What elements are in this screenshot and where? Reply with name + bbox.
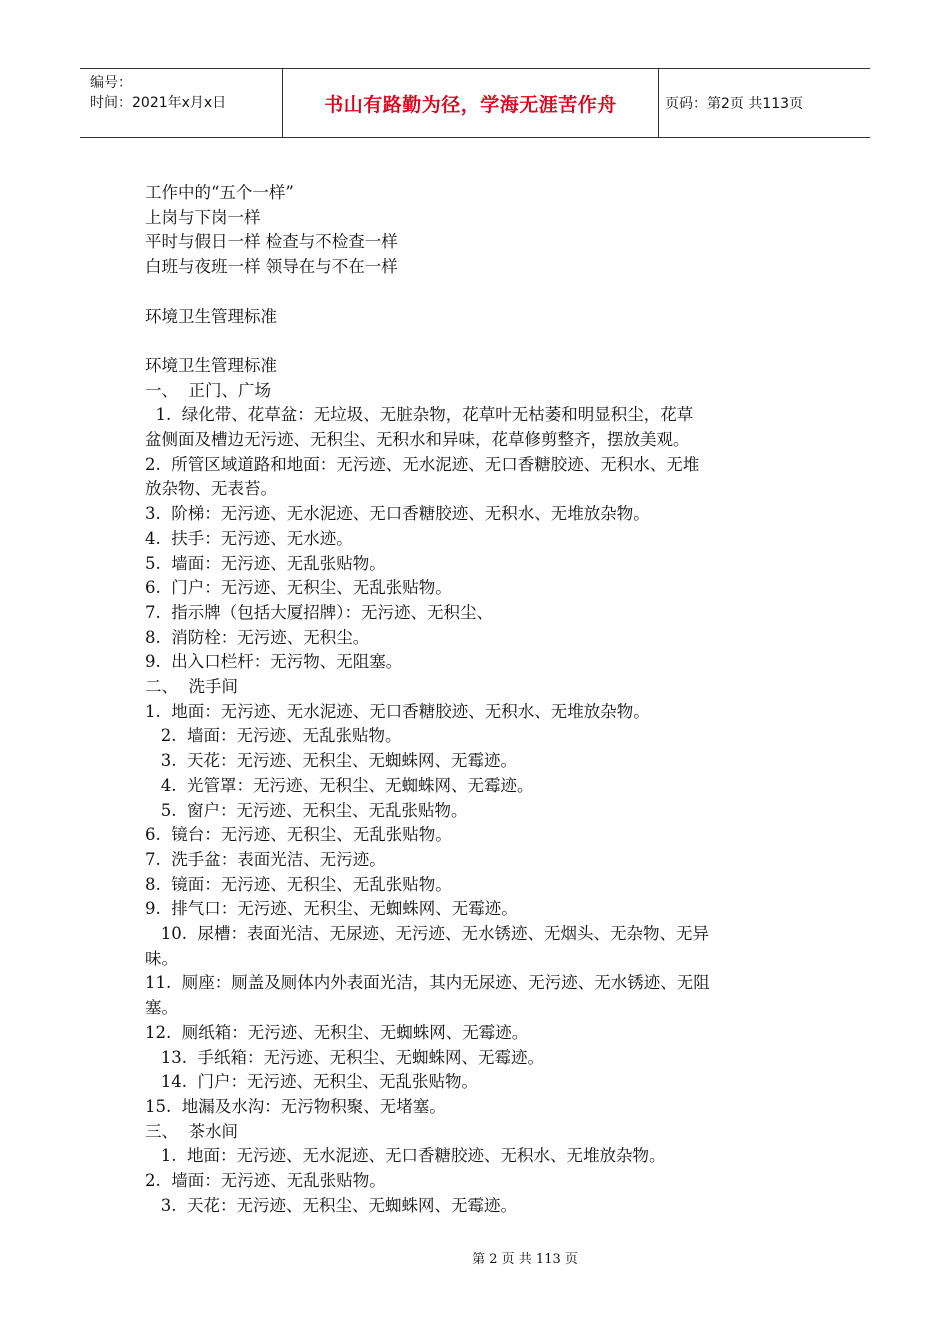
text-line: 7. 洗手盆：表面光洁、无污迹。: [145, 849, 386, 869]
text-line: 1. 地面：无污迹、无水泥迹、无口香糖胶迹、无积水、无堆放杂物。: [145, 1146, 666, 1166]
header-motto: 书山有路勤为径，学海无涯苦作舟: [283, 69, 659, 137]
text-line: 白班与夜班一样 领导在与不在一样: [145, 257, 398, 277]
text-line: 2. 墙面：无污迹、无乱张贴物。: [145, 1171, 386, 1191]
header-meta: [80, 69, 283, 137]
text-line: 6. 镜台：无污迹、无积尘、无乱张贴物。: [145, 825, 452, 845]
text-line: 平时与假日一样 检查与不检查一样: [145, 232, 398, 252]
text-line: 5. 墙面：无污迹、无乱张贴物。: [145, 553, 386, 573]
text-line: 4. 光管罩：无污迹、无积尘、无蜘蛛网、无霉迹。: [145, 775, 534, 795]
text-line: 3. 天花：无污迹、无积尘、无蜘蛛网、无霉迹。: [145, 751, 517, 771]
text-line: 2. 墙面：无污迹、无乱张贴物。: [145, 726, 402, 746]
text-line: 12. 厕纸箱：无污迹、无积尘、无蜘蛛网、无霉迹。: [145, 1022, 529, 1042]
text-line: 1. 地面：无污迹、无水泥迹、无口香糖胶迹、无积水、无堆放杂物。: [145, 701, 650, 721]
text-line: 环境卫生管理标准: [145, 355, 277, 375]
text-line: 1. 绿化带、花草盆：无垃圾、无脏杂物，花草叶无枯萎和明显积尘，花草: [145, 405, 694, 425]
text-line: 14. 门户：无污迹、无积尘、无乱张贴物。: [145, 1072, 478, 1092]
text-line: 盆侧面及槽边无污迹、无积尘、无积水和异味，花草修剪整齐，摆放美观。: [145, 430, 690, 449]
text-line: 3. 阶梯：无污迹、无水泥迹、无口香糖胶迹、无积水、无堆放杂物。: [145, 504, 650, 524]
text-line: 塞。: [145, 998, 178, 1018]
text-line: 三、 茶水间: [145, 1121, 238, 1141]
text-line: 工作中的“五个一样”: [145, 183, 294, 202]
text-line: 9. 出入口栏杆：无污物、无阻塞。: [145, 652, 403, 672]
text-line: 13. 手纸箱：无污迹、无积尘、无蜘蛛网、无霉迹。: [145, 1047, 544, 1067]
text-line: 2. 所管区域道路和地面：无污迹、无水泥迹、无口香糖胶迹、无积水、无堆: [145, 454, 700, 474]
text-line: 10. 尿槽：表面光洁、无尿迹、无污迹、无水锈迹、无烟头、无杂物、无异: [145, 924, 709, 944]
text-line: 3. 天花：无污迹、无积尘、无蜘蛛网、无霉迹。: [145, 1195, 517, 1215]
text-line: 8. 消防栓：无污迹、无积尘。: [145, 627, 370, 647]
text-line: 上岗与下岗一样: [145, 207, 261, 227]
text-line: 环境卫生管理标准: [145, 306, 277, 326]
header-page-info: 页码：第2页 共113页: [665, 96, 804, 112]
text-line: 一、 正门、广场: [145, 380, 271, 400]
text-line: 5. 窗户：无污迹、无积尘、无乱张贴物。: [145, 800, 468, 820]
number-label: 编号：: [90, 75, 132, 91]
text-line: 7. 指示牌（包括大厦招牌）：无污迹、无积尘、: [145, 602, 493, 622]
text-line: 11. 厕座：厕盖及厕体内外表面光洁，其内无尿迹、无污迹、无水锈迹、无阻: [145, 973, 710, 993]
document-body: [145, 181, 810, 1219]
text-line: 味。: [145, 948, 178, 968]
text-line: 9. 排气口：无污迹、无积尘、无蜘蛛网、无霉迹。: [145, 899, 518, 919]
page-footer: 第 2 页 共 113 页: [472, 1252, 578, 1267]
text-line: [145, 280, 810, 305]
text-line: 6. 门户：无污迹、无积尘、无乱张贴物。: [145, 578, 452, 598]
text-line: 二、 洗手间: [145, 677, 238, 697]
text-line: 15. 地漏及水沟：无污物积聚、无堵塞。: [145, 1096, 446, 1116]
time-label: 时间：2021年x月x日: [90, 95, 227, 111]
text-line: 4. 扶手：无污迹、无水迹。: [145, 528, 353, 548]
text-line: [145, 329, 810, 354]
text-line: 放杂物、无表苔。: [145, 479, 277, 499]
page-header: [80, 68, 870, 138]
text-line: 8. 镜面：无污迹、无积尘、无乱张贴物。: [145, 874, 452, 894]
